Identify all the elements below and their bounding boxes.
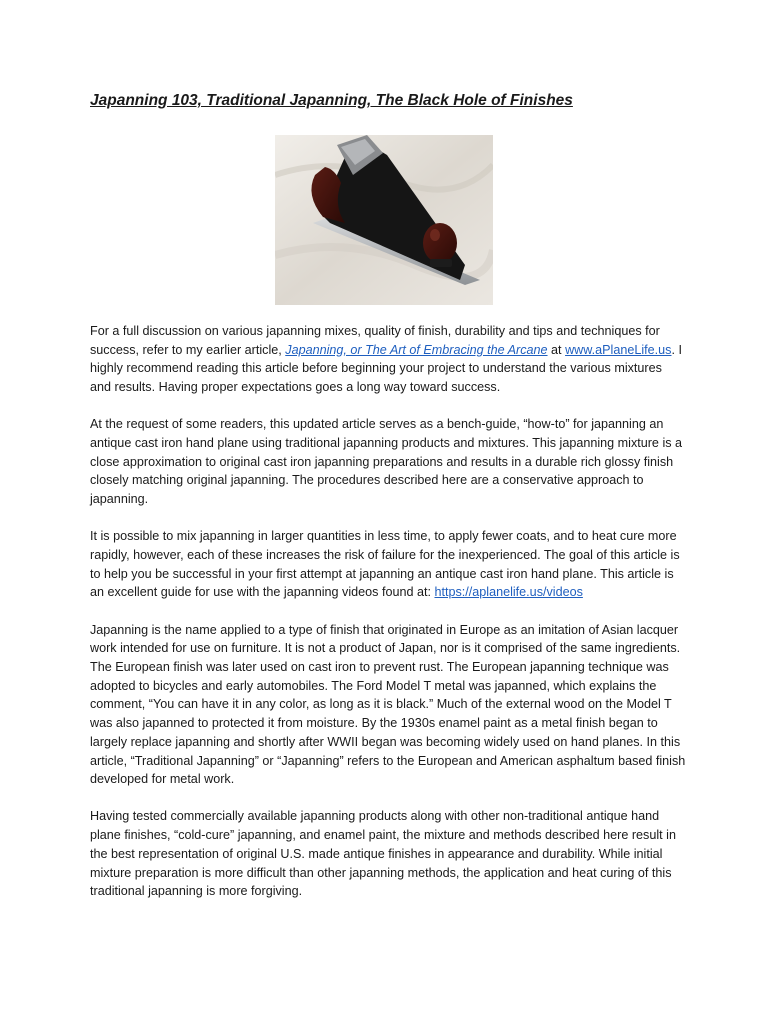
article-body: [90, 322, 686, 919]
paragraph-text: . I highly recommend reading this article before beginning your project to understand the various mixtures and results. Having proper expectations goes a long way toward success.: [90, 342, 682, 395]
paragraph-testing: Having tested commercially available japanning products along with other non-traditional antique hand plane finishes, “cold-cure” japanning, and enamel paint, the mixture and methods described here result in the best representation of original U.S. made antique finishes in appearance and durability. While initial mixture preparation is more difficult than other japanning methods, the application and heat curing of this traditional japanning is more forgiving.: [90, 809, 676, 899]
paragraph-text: For a full discussion on various japanning mixes, quality of finish, durability and tips and techniques for success, refer to my earlier article,: [90, 324, 660, 357]
paragraph-history: Japanning is the name applied to a type of finish that originated in Europe as an imitation of Asian lacquer work intended for use on furniture. It is not a product of Japan, nor is it comprised of the same ingredients. The European finish was later used on cast iron to prevent rust. The European japanning technique was adopted to bicycles and early automobiles. The Ford Model T metal was japanned, which explains the comment, “You can have it in any color, as long as it is black.” Much of the external wood on the Model T was also japanned to protected it from moisture. By the 1930s enamel paint as a metal finish began to largely replace japanning and shortly after WWII began was becoming widely used on hand planes. In this article, “Traditional Japanning” or “Japanning” refers to the European and American asphaltum based finish developed for metal work.: [90, 622, 686, 787]
paragraph-bench-guide: At the request of some readers, this updated article serves as a bench-guide, “how-to” for japanning an antique cast iron hand plane using traditional japanning products and mixtures. This japanning mixture is a close approximation to original cast iron japanning preparations and results in a durable rich glossy finish closely matching original japanning. The procedures described here are a conservative approach to japanning.: [90, 417, 683, 507]
paragraph-text: It is possible to mix japanning in larger quantities in less time, to apply fewer coats, and to heat cure more rapidly, however, each of these increases the risk of failure for the inexperienced. The goal of this article is to help you be successful in your first attempt at japanning an antique cast iron hand plane. This article is an excellent guide for use with the japanning videos found at:: [90, 529, 680, 600]
paragraph-intro: [90, 322, 686, 397]
hand-plane-icon: [275, 135, 493, 305]
earlier-article-link[interactable]: Japanning, or The Art of Embracing the Arcane: [285, 342, 548, 357]
hand-plane-photo: [275, 135, 493, 305]
videos-link[interactable]: https://aplanelife.us/videos: [434, 585, 583, 600]
paragraph-text: at: [547, 342, 566, 357]
paragraph-risk: [90, 527, 686, 602]
article-title: Japanning 103, Traditional Japanning, The Black Hole of Finishes: [90, 92, 573, 109]
aplanelife-link[interactable]: www.aPlaneLife.us: [565, 342, 672, 357]
